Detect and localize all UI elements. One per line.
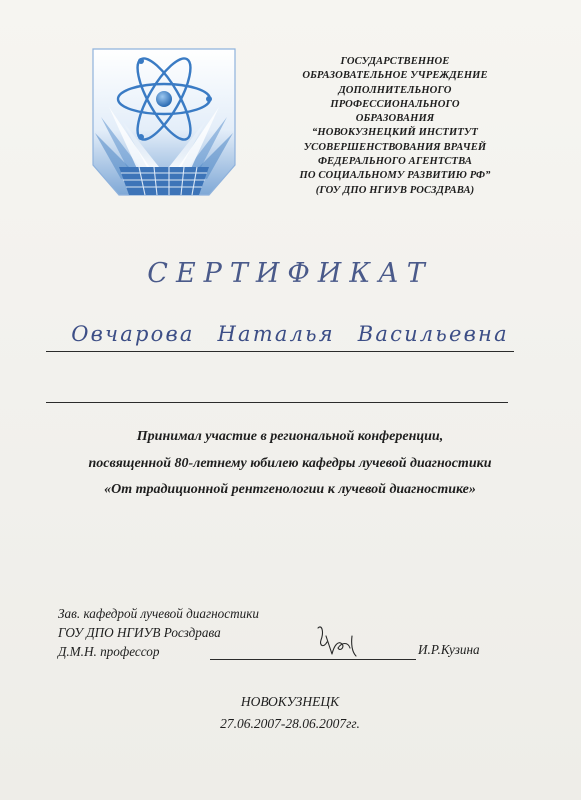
- body-line: «От традиционной рентгенологии к лучевой диагностике»: [104, 482, 476, 497]
- certificate-body-text: [50, 424, 530, 504]
- organization-line: ГОСУДАРСТВЕННОЕ: [340, 56, 450, 67]
- organization-line: ПРОФЕССИОНАЛЬНОГО: [330, 98, 460, 110]
- organization-name: [270, 55, 520, 198]
- body-line: Принимал участие в региональной конференции,: [136, 429, 444, 444]
- signatory-position-line: Д.М.Н. профессор: [58, 644, 160, 659]
- organization-line: ДОПОЛНИТЕЛЬНОГО: [338, 84, 452, 96]
- event-dates: 27.06.2007-28.06.2007гг.: [220, 716, 360, 731]
- blank-line: [46, 402, 508, 403]
- body-line: посвященной 80-летнему юбилею кафедры лучевой диагностики: [88, 455, 492, 471]
- city: НОВОКУЗНЕЦК: [240, 694, 340, 709]
- signatory-position-line: ГОУ ДПО НГИУВ Росздрава: [58, 625, 221, 640]
- signatory-name: И.Р.Кузина: [418, 642, 480, 657]
- handwritten-signature: [312, 618, 362, 662]
- recipient-name-underline: [46, 351, 514, 352]
- organization-line: “НОВОКУЗНЕЦКИЙ ИНСТИТУТ: [312, 127, 478, 139]
- organization-line: ОБРАЗОВАНИЯ: [355, 113, 435, 125]
- certificate-title: СЕРТИФИКАТ: [147, 258, 433, 289]
- organization-line: ОБРАЗОВАТЕЛЬНОЕ УЧРЕЖДЕНИЕ: [302, 70, 488, 82]
- organization-line: ФЕДЕРАЛЬНОГО АГЕНТСТВА: [317, 156, 473, 168]
- signatory-position-line: Зав. кафедрой лучевой диагностики: [58, 606, 259, 621]
- signatory-position: [58, 604, 318, 661]
- institute-emblem-logo: [91, 47, 237, 197]
- organization-line: (ГОУ ДПО НГИУВ РОСЗДРАВА): [315, 184, 475, 196]
- recipient-name: Овчарова Наталья Васильевна: [71, 322, 509, 346]
- organization-line: ПО СОЦИАЛЬНОМУ РАЗВИТИЮ РФ”: [299, 170, 491, 182]
- organization-line: УСОВЕРШЕНСТВОВАНИЯ ВРАЧЕЙ: [303, 141, 487, 153]
